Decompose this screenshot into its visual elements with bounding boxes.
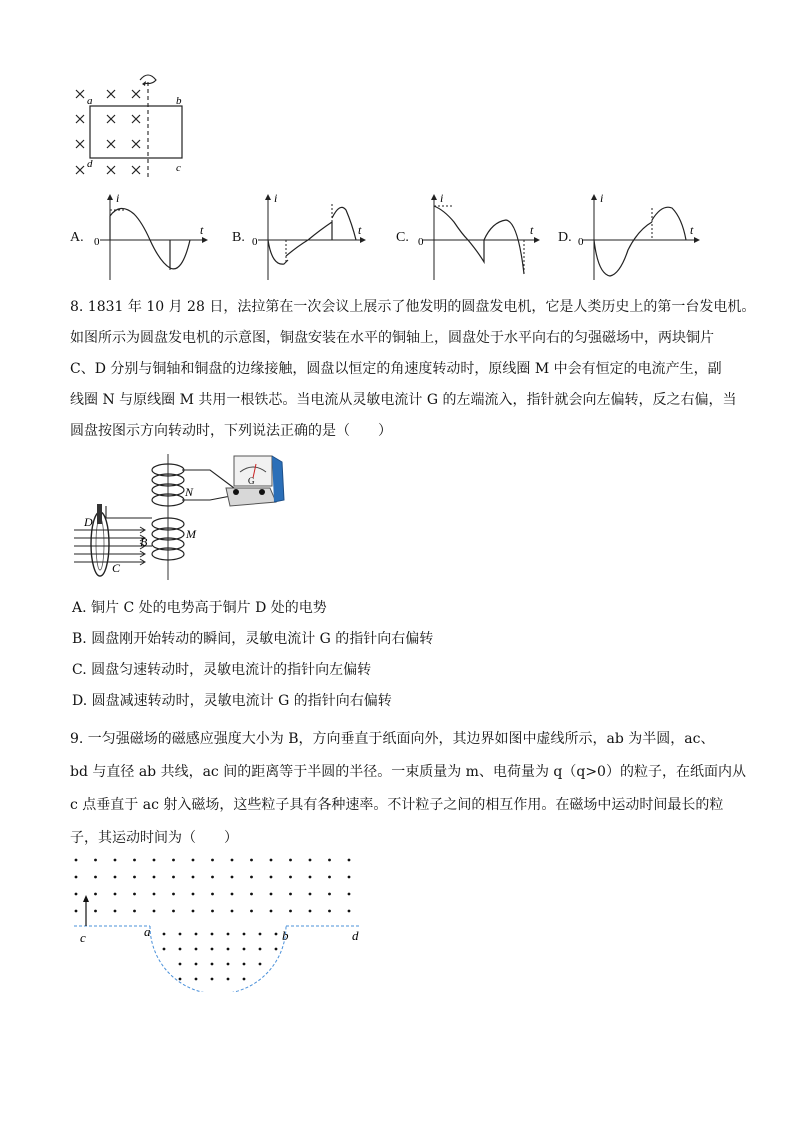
q9-stem-line-1: 9. 一匀强磁场的磁感应强度大小为 B，方向垂直于纸面向外，其边界如图中虚线所示，ab 为半圆，ac、 [70, 731, 715, 747]
q8-stem-line-2: 如图所示为圆盘发电机的示意图，铜盘安装在水平的铜轴上，圆盘处于水平向右的匀强磁场中，两块铜片 [70, 330, 714, 346]
svg-text:0: 0 [94, 236, 100, 248]
label-b: B [140, 535, 148, 549]
svg-text:i: i [600, 191, 604, 205]
label-n: N [185, 485, 194, 499]
svg-text:t: t [200, 223, 204, 237]
q8-generator-figure [70, 450, 290, 582]
q8-stem-line-1: 8. 1831 年 10 月 28 日，法拉第在一次会议上展示了他发明的圆盘发电机，它是人类历史上的第一台发电机。 [70, 299, 756, 315]
option-a-graph[interactable] [70, 190, 210, 285]
q8-option-c[interactable]: C. 圆盘匀速转动时，灵敏电流计的指针向左偏转 [72, 662, 372, 678]
q9-stem-line-3: c 点垂直于 ac 射入磁场，这些粒子具有各种速率。不计粒子之间的相互作用。在磁场中运动时间最长的粒 [70, 797, 724, 813]
q8-option-a[interactable]: A. 铜片 C 处的电势高于铜片 D 处的电势 [72, 600, 327, 616]
q8-option-d[interactable]: D. 圆盘减速转动时，灵敏电流计 G 的指针向右偏转 [72, 693, 392, 709]
q9-stem-line-2: bd 与直径 ab 共线，ac 间的距离等于半圆的半径。一束质量为 m、电荷量为 q（q>0）的粒子，在纸面内从 [70, 764, 746, 780]
q8-stem-line-5: 圆盘按图示方向转动时，下列说法正确的是（ ） [70, 423, 392, 439]
option-letter: D. [558, 230, 572, 245]
label-c: c [176, 162, 181, 174]
label-d: d [87, 158, 93, 170]
label-a: a [87, 95, 93, 107]
label-d: d [352, 928, 359, 943]
label-b: b [176, 95, 182, 107]
label-c: C [112, 561, 121, 575]
galvanometer-icon [226, 456, 284, 506]
svg-text:i: i [274, 191, 278, 205]
q8-stem-line-3: C、D 分别与铜轴和铜盘的边缘接触，圆盘以恒定的角速度转动时，原线圈 M 中会有恒定的电流产生，副 [70, 361, 722, 377]
svg-text:0: 0 [578, 236, 584, 248]
option-d-graph[interactable] [558, 190, 708, 285]
svg-text:0: 0 [418, 236, 424, 248]
label-c: c [80, 930, 86, 945]
q9-field-figure [70, 852, 370, 992]
field-lines [74, 527, 145, 565]
coil-rectangle [90, 106, 182, 158]
svg-text:t: t [358, 223, 362, 237]
label-g: G [248, 476, 255, 486]
q7-field-figure [70, 70, 200, 182]
svg-text:i: i [440, 191, 444, 205]
svg-text:t: t [690, 223, 694, 237]
svg-text:i: i [116, 191, 120, 205]
label-b: b [282, 928, 289, 943]
option-c-graph[interactable] [396, 190, 546, 285]
field-dots [75, 859, 351, 981]
q8-stem-line-4: 线圈 N 与原线圈 M 共用一根铁芯。当电流从灵敏电流计 G 的左端流入，指针就会向左偏转，反之右偏，当 [70, 392, 737, 408]
svg-text:0: 0 [252, 236, 258, 248]
q9-stem-line-4: 子，其运动时间为（ ） [70, 830, 238, 846]
svg-text:t: t [530, 223, 534, 237]
option-letter: B. [232, 230, 245, 245]
q8-option-b[interactable]: B. 圆盘刚开始转动的瞬间，灵敏电流计 G 的指针向右偏转 [72, 631, 434, 647]
label-m: M [186, 527, 196, 541]
option-b-graph[interactable] [232, 190, 372, 285]
field-crosses [76, 90, 140, 174]
label-a: a [144, 924, 151, 939]
option-letter: C. [396, 230, 409, 245]
option-letter: A. [70, 230, 84, 245]
label-d: D [84, 515, 93, 529]
